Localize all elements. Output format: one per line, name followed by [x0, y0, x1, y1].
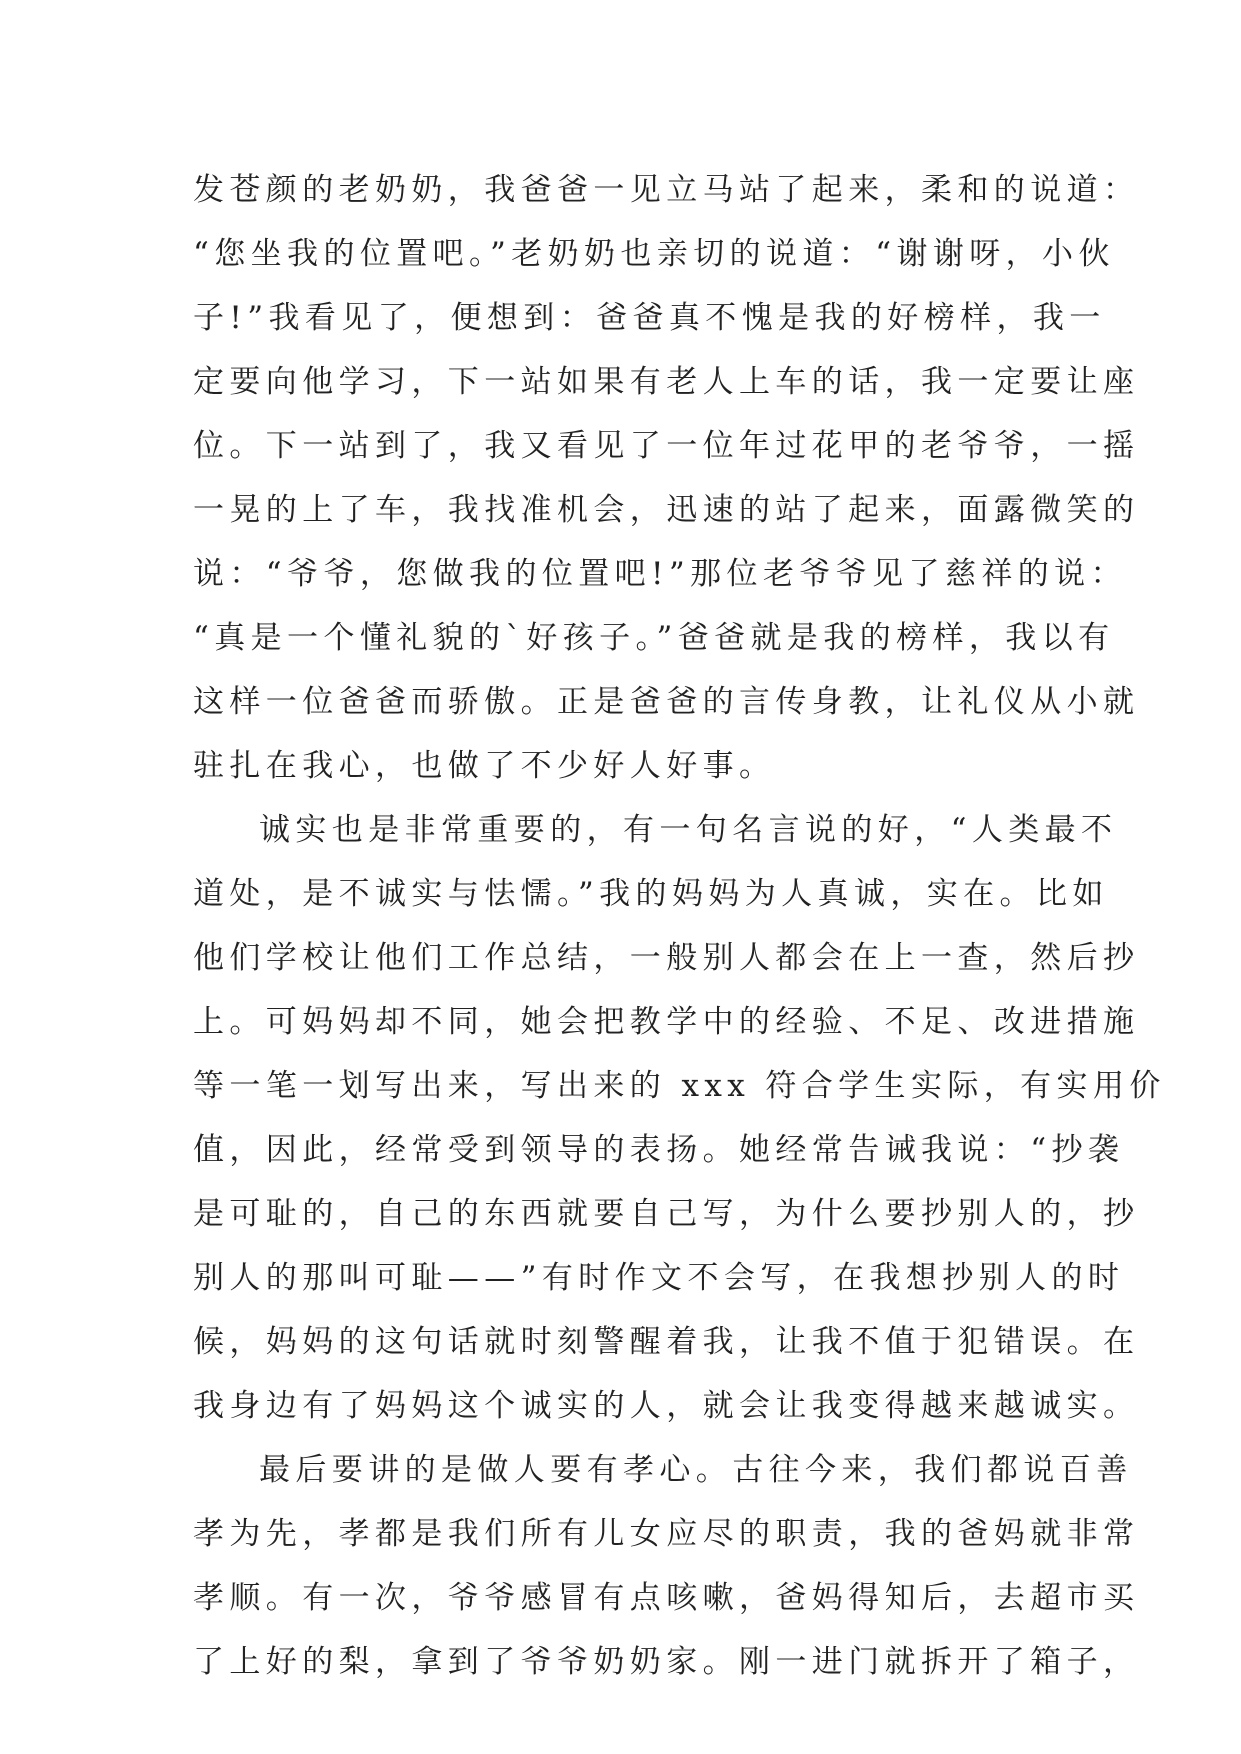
- text-line: 这样一位爸爸而骄傲。正是爸爸的言传身教，让礼仪从小就: [193, 684, 1140, 720]
- text-line: 孝顺。有一次，爷爷感冒有点咳嗽，爸妈得知后，去超市买: [193, 1580, 1140, 1616]
- text-line: 定要向他学习，下一站如果有老人上车的话，我一定要让座: [193, 364, 1140, 400]
- text-line: 道处，是不诚实与怯懦。”我的妈妈为人真诚，实在。比如: [193, 876, 1109, 912]
- text-line: 上。可妈妈却不同，她会把教学中的经验、不足、改进措施: [193, 1004, 1140, 1040]
- text-line: 值，因此，经常受到领导的表扬。她经常告诫我说：“抄袭: [193, 1132, 1125, 1168]
- text-line: 是可耻的，自己的东西就要自己写，为什么要抄别人的，抄: [193, 1196, 1140, 1232]
- text-line: 一晃的上了车，我找准机会，迅速的站了起来，面露微笑的: [193, 492, 1140, 528]
- paragraph-start-line: 诚实也是非常重要的，有一句名言说的好，“人类最不: [259, 812, 1118, 848]
- text-line: 说：“爷爷，您做我的位置吧!”那位老爷爷见了慈祥的说：: [193, 556, 1127, 592]
- text-line: 位。下一站到了，我又看见了一位年过花甲的老爷爷，一摇: [193, 428, 1140, 464]
- text-line: “您坐我的位置吧。”老奶奶也亲切的说道：“谢谢呀，小伙: [193, 236, 1115, 272]
- text-line: 我身边有了妈妈这个诚实的人，就会让我变得越来越诚实。: [193, 1388, 1140, 1424]
- text-line: 子!”我看见了，便想到：爸爸真不愧是我的好榜样，我一: [193, 300, 1106, 336]
- text-line: 驻扎在我心，也做了不少好人好事。: [193, 748, 776, 784]
- text-line: 别人的那叫可耻——”有时作文不会写，在我想抄别人的时: [193, 1260, 1125, 1296]
- text-line: 他们学校让他们工作总结，一般别人都会在上一查，然后抄: [193, 940, 1140, 976]
- text-line: 了上好的梨，拿到了爷爷奶奶家。刚一进门就拆开了箱子，: [193, 1644, 1140, 1680]
- text-line: 发苍颜的老奶奶，我爸爸一见立马站了起来，柔和的说道：: [193, 172, 1140, 208]
- paragraph-start-line: 最后要讲的是做人要有孝心。古往今来，我们都说百善: [259, 1452, 1133, 1488]
- text-line: 等一笔一划写出来，写出来的 xxx 符合学生实际，有实用价: [193, 1068, 1166, 1104]
- text-line: “真是一个懂礼貌的`好孩子。”爸爸就是我的榜样，我以有: [193, 620, 1115, 656]
- text-line: 候，妈妈的这句话就时刻警醒着我，让我不值于犯错误。在: [193, 1324, 1140, 1360]
- body-text: [193, 158, 1166, 1694]
- text-line: 孝为先，孝都是我们所有儿女应尽的职责，我的爸妈就非常: [193, 1516, 1140, 1552]
